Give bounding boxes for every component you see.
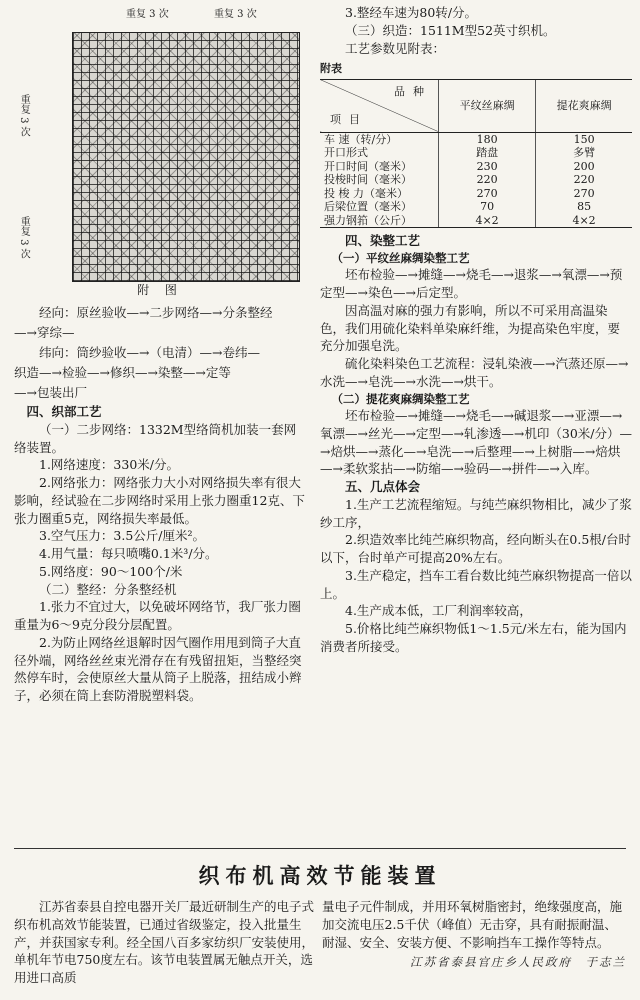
table-cell: 270 bbox=[536, 187, 632, 201]
flow-main-line-2: —→包装出厂 bbox=[14, 385, 87, 401]
warping-point-1: 1.张力不宜过大，以免破坏网络节，我厂张力圈重量为6～9克分段分层配置。 bbox=[14, 599, 301, 633]
table-row-label: 强力钢筘（公斤） bbox=[320, 214, 439, 228]
article-author: 江苏省泰县官庄乡人民政府 于志兰 bbox=[410, 955, 626, 970]
figure-caption: 附 图 bbox=[137, 283, 183, 297]
table-row bbox=[320, 173, 632, 187]
article-title: 织布机高效节能装置 bbox=[198, 864, 442, 888]
article-text-right: 量电子元件制成，并用环氧树脂密封，绝缘强度高，施加交流电压2.5千伏（峰值）无击穿，具有耐振耐温、耐湿、安全、安装方便、不影响挡车工操作等特点。 bbox=[322, 899, 623, 950]
table-corner bbox=[320, 79, 439, 132]
table-row bbox=[320, 132, 632, 146]
table-title: 附表 bbox=[320, 62, 342, 76]
air-consumption: 4.用气量：每只喷嘴0.1米³/分。 bbox=[39, 546, 218, 562]
flow-weft-line: 纬向：筒纱验收—→（电清）—→卷纬— bbox=[39, 345, 260, 361]
table-col-header: 提花爽麻绸 bbox=[536, 79, 632, 132]
table-cell: 230 bbox=[439, 160, 536, 174]
jacquard-dyeing-flow: 坯布检验—→摊缝—→烧毛—→碱退浆—→亚漂—→氧漂—→丝光—→定型—→轧渗透—→机印（30米/分）—→焙烘—→蒸化—→皂洗—→后整理—→上树脂—→焙烘—→柔软浆拈—→防缩—→验码—→拼件—→入库。 bbox=[320, 408, 633, 477]
article-right-column bbox=[322, 898, 626, 971]
network-tension: 2.网络张力：网络张力大小对网络损失率有很大影响，经试验在二步网络时采用上张力圈重12克、下张力圈重5克，网络损失率最低。 bbox=[14, 475, 305, 526]
section-dyeing-heading: 四、染整工艺 bbox=[345, 233, 421, 249]
table-cell: 4×2 bbox=[439, 214, 536, 228]
plain-dyeing-note: 因高温对麻的强力有影响，所以不可采用高温染色，我们用硫化染料单染麻纤维，为提高染色牢度，要充分加强皂洗。 bbox=[320, 302, 621, 354]
experience-point-3: 3.生产稳定，挡车工看台数比纯苎麻织物提高一倍以上。 bbox=[320, 567, 632, 601]
flow-warp-line-1: 经向：原丝验收—→二步网络—→分条整经 bbox=[39, 305, 273, 321]
flow-main-line-1: 织造—→检验—→修织—→染整—→定等 bbox=[14, 365, 231, 381]
table-row-label: 开口时间（毫米） bbox=[324, 159, 412, 173]
plain-dyeing-flow: 坯布检验—→摊缝—→烧毛—→退浆—→氧漂—→预定型—→染色—→后定型。 bbox=[320, 267, 623, 301]
table-cell: 180 bbox=[439, 132, 536, 146]
sub-weaving: （三）织造：1511M型52英寸织机。 bbox=[345, 22, 556, 38]
table-row bbox=[320, 214, 632, 228]
sub-plain-dyeing: （一）平纹丝麻绸染整工艺 bbox=[331, 251, 470, 266]
section-weaving-heading: 四、织部工艺 bbox=[26, 404, 102, 420]
left-column bbox=[14, 8, 306, 705]
table-row bbox=[320, 187, 632, 201]
table-cell: 150 bbox=[536, 132, 632, 146]
table-row-label: 投 梭 力（毫米） bbox=[324, 186, 408, 200]
flow-warp-line-2: —→穿综— bbox=[14, 325, 75, 341]
experience-point-1: 1.生产工艺流程缩短。与纯苎麻织物相比，减少了浆纱工序， bbox=[320, 496, 632, 530]
table-cell: 70 bbox=[439, 200, 536, 214]
experience-point-2: 2.织造效率比纯苎麻织物高，经向断头在0.5根/台时以下，台时单产可提高20%左右。 bbox=[320, 532, 632, 566]
weave-grid bbox=[72, 32, 300, 282]
table-row-label: 投梭时间（毫米） bbox=[324, 173, 412, 187]
warping-speed: 3.整经车速为80转/分。 bbox=[345, 5, 478, 20]
network-speed: 1.网络速度：330米/分。 bbox=[39, 457, 179, 473]
section-experience-heading: 五、几点体会 bbox=[345, 479, 421, 495]
article-text-left: 江苏省泰县自控电器开关厂最近研制生产的电子式织布机高效节能装置，已通过省级鉴定，投入批量生产，并获国家专利。经全国八百多家纺织厂安装使用，单机年节电750度左右。该节电装置属无触点开关，选用进口高质 bbox=[14, 899, 315, 985]
weave-diagram bbox=[14, 8, 306, 280]
table-col-header: 平纹丝麻绸 bbox=[439, 79, 536, 132]
table-cell: 85 bbox=[536, 200, 632, 214]
table-cell: 踏盘 bbox=[439, 146, 536, 160]
table-row bbox=[320, 200, 632, 214]
table-cell: 200 bbox=[536, 160, 632, 174]
table-row bbox=[320, 160, 632, 174]
figure-side-top-label: 重复 3 次 bbox=[18, 94, 30, 137]
figure-side-bottom-label: 重复 3 次 bbox=[18, 216, 30, 259]
process-params-table bbox=[320, 79, 632, 229]
figure-top-left-label: 重复 3 次 bbox=[126, 9, 169, 20]
right-column bbox=[320, 4, 632, 656]
figure-top-right-label: 重复 3 次 bbox=[214, 9, 257, 20]
params-intro: 工艺参数见附表： bbox=[345, 40, 446, 56]
table-cell: 220 bbox=[536, 173, 632, 187]
sub-two-step-network: （一）二步网络：1332M型络筒机加装一套网络装置。 bbox=[14, 421, 297, 455]
sub-jacquard-dyeing: （二）提花爽麻绸染整工艺 bbox=[331, 391, 470, 406]
experience-point-5: 5.价格比纯苎麻织物低1～1.5元/米左右，能为国内消费者所接受。 bbox=[320, 621, 627, 654]
table-row-label: 开口形式 bbox=[324, 146, 368, 160]
table-row-label: 车 速（转/分） bbox=[324, 132, 398, 146]
sulfur-dye-flow: 硫化染料染色工艺流程：浸轧染液—→汽蒸还原—→水洗—→皂洗—→水洗—→烘干。 bbox=[320, 356, 629, 389]
sub-warping: （二）整经：分条整经机 bbox=[39, 581, 177, 597]
warping-point-2: 2.为防止网络丝退解时因气圈作用甩到筒子大直径外端，网络丝丝束光滑存在有残留扭矩，当整经突然停车时，会使原丝大量从筒子上脱落，扭结成小辫子，必须在筒上套防滑脱塑料袋。 bbox=[14, 634, 302, 704]
table-corner-bottom: 项目 bbox=[330, 113, 368, 127]
table-corner-top: 品种 bbox=[394, 84, 432, 98]
air-pressure: 3.空气压力：3.5公斤/厘米²。 bbox=[39, 528, 206, 544]
experience-point-4: 4.生产成本低，工厂利润率较高， bbox=[345, 603, 532, 619]
table-row bbox=[320, 146, 632, 160]
table-cell: 多臂 bbox=[536, 146, 632, 160]
network-degree: 5.网络度：90～100个/米 bbox=[39, 563, 183, 579]
table-row-label: 后梁位置（毫米） bbox=[324, 200, 412, 214]
table-cell: 220 bbox=[439, 173, 536, 187]
table-cell: 270 bbox=[439, 187, 536, 201]
table-cell: 4×2 bbox=[536, 214, 632, 228]
process-flow bbox=[14, 303, 306, 403]
article-divider bbox=[14, 848, 626, 849]
